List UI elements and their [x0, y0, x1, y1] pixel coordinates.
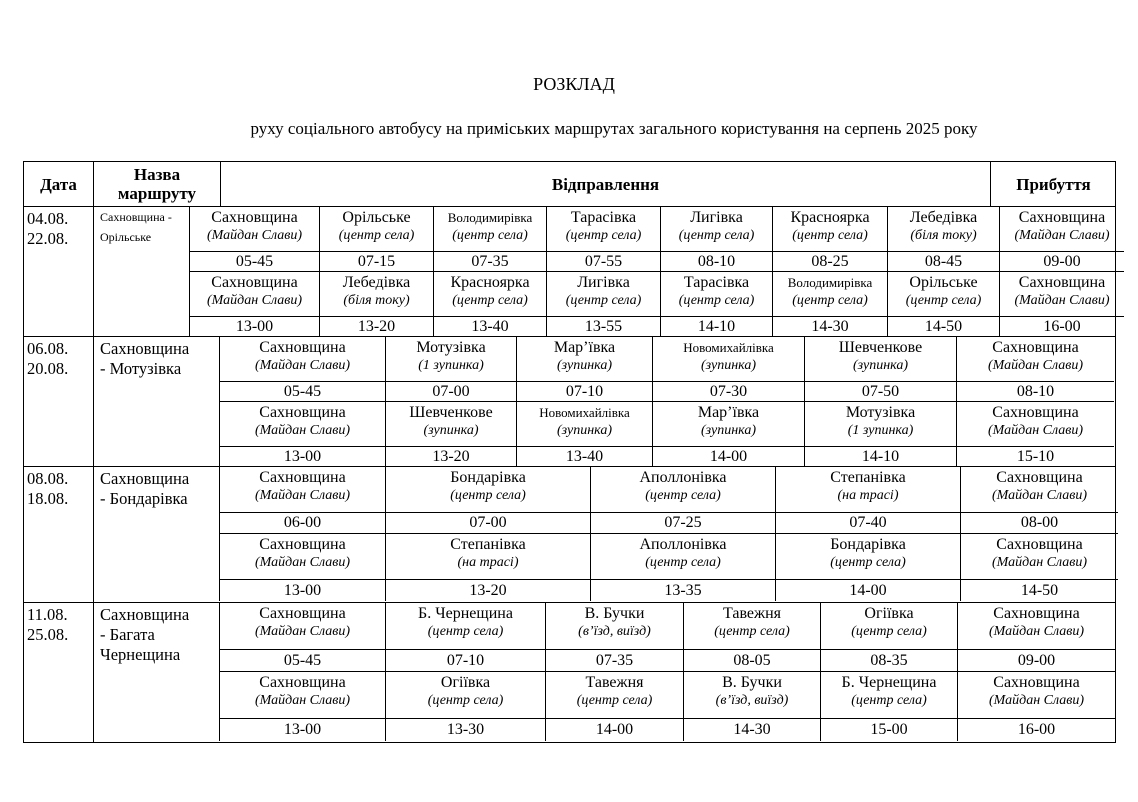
stop-cell [960, 467, 1118, 513]
time-value: 13-00 [235, 318, 274, 335]
time-value: 08-00 [1020, 514, 1059, 531]
time-value: 13-40 [565, 448, 604, 465]
time-cell [189, 317, 319, 337]
time-value: 07-30 [709, 382, 748, 400]
stop-cell [590, 534, 775, 580]
stop-cell [775, 534, 960, 580]
stop-name: Володимирівка [447, 210, 533, 225]
route-name: Сахновщина - Мотузівка [100, 339, 190, 378]
time-value: 14-50 [1020, 581, 1059, 599]
stop-cell [219, 672, 385, 719]
time-value: 07-40 [849, 514, 887, 531]
time-value: 08-05 [733, 651, 771, 669]
time-cell [385, 580, 590, 601]
stop-note: (в’їзд, виїзд) [715, 693, 789, 708]
stop-cell [590, 467, 775, 513]
time-cell [385, 719, 545, 741]
stop-note: (Майдан Слави) [254, 423, 350, 438]
schedule-grid [189, 207, 1115, 337]
time-value: 13-00 [283, 581, 322, 599]
stop-name: Бондарівка [450, 469, 526, 486]
time-value: 13-00 [283, 721, 322, 738]
stop-cell [319, 207, 433, 252]
time-value: 09-00 [1043, 252, 1081, 270]
stop-note: (зупинка) [556, 423, 613, 438]
time-cell [957, 650, 1115, 672]
time-cell [652, 382, 804, 402]
stop-note: (центр села) [905, 293, 982, 308]
stop-cell [433, 207, 546, 252]
schedule-grid [219, 467, 1115, 601]
stop-note: (1 зупинка) [418, 358, 484, 373]
stop-cell [219, 603, 385, 650]
stop-cell [772, 207, 887, 252]
time-cell [957, 719, 1115, 741]
stop-note: (Майдан Слави) [254, 488, 350, 503]
time-value: 13-20 [357, 318, 396, 335]
table-header [23, 161, 1116, 207]
stop-cell [516, 402, 652, 447]
stop-name: Шевченкове [838, 339, 923, 356]
time-cell [385, 447, 516, 467]
time-cell [590, 580, 775, 601]
stop-cell [804, 402, 956, 447]
time-value: 07-10 [565, 382, 604, 400]
stop-name: Сахновщина [259, 536, 346, 553]
time-value: 14-00 [709, 448, 748, 465]
time-cell [516, 382, 652, 402]
stop-note: (центр села) [678, 293, 755, 308]
stop-cell [385, 467, 590, 513]
stop-note: (центр села) [338, 228, 415, 243]
time-value: 14-30 [811, 318, 849, 335]
stop-name: Красноярка [790, 209, 870, 226]
time-cell [660, 317, 772, 337]
time-cell [219, 719, 385, 741]
stop-cell [683, 603, 820, 650]
time-cell [683, 650, 820, 672]
stop-name: Сахновщина [992, 339, 1079, 356]
time-value: 08-45 [924, 252, 963, 270]
route-block [23, 467, 1116, 603]
stop-cell [956, 337, 1114, 382]
stop-cell [957, 603, 1115, 650]
stop-name: Новомихайлівка [539, 405, 630, 420]
time-value: 14-50 [924, 318, 963, 335]
stop-name: Тавежня [722, 605, 781, 622]
stop-note: (центр села) [851, 693, 927, 708]
stop-name: Степанівка [450, 536, 526, 553]
route-dates: 11.08. 25.08. [27, 605, 69, 644]
stop-name: Сахновщина [996, 469, 1083, 486]
time-cell [219, 580, 385, 601]
stop-note: (Майдан Слави) [988, 624, 1084, 639]
time-cell [999, 317, 1124, 337]
stop-note: (зупинка) [423, 423, 479, 438]
stop-name: Лебедівка [342, 274, 411, 291]
stop-note: (Майдан Слави) [254, 555, 350, 570]
time-value: 07-10 [446, 651, 485, 669]
time-cell [545, 719, 683, 741]
time-value: 07-25 [664, 514, 702, 531]
stop-cell [385, 402, 516, 447]
route-dates: 04.08. 22.08. [27, 209, 69, 248]
stop-note: (1 зупинка) [847, 423, 914, 438]
stop-cell [960, 534, 1118, 580]
time-value: 13-40 [471, 318, 509, 335]
time-cell [219, 650, 385, 672]
time-cell [219, 382, 385, 402]
stop-cell [820, 672, 957, 719]
time-cell [820, 650, 957, 672]
time-value: 13-30 [446, 721, 485, 738]
time-cell [219, 513, 385, 534]
stop-note: (центр села) [792, 293, 868, 308]
time-value: 05-45 [283, 651, 322, 669]
stop-name: Тарасівка [683, 274, 750, 291]
stop-note: (Майдан Слави) [1014, 228, 1110, 243]
stop-cell [545, 672, 683, 719]
stop-name: Аполлонівка [639, 536, 727, 553]
stop-note: (зупинка) [852, 358, 909, 373]
stop-name: Огіївка [864, 605, 914, 622]
route-dates: 06.08. 20.08. [27, 339, 69, 378]
time-cell [219, 447, 385, 467]
stop-cell [385, 337, 516, 382]
stop-note: (зупинка) [700, 358, 757, 373]
stop-note: (Майдан Слави) [987, 358, 1083, 373]
stop-cell [652, 402, 804, 447]
stop-cell [660, 272, 772, 317]
stop-note: (Майдан Слави) [206, 293, 302, 308]
route-name: Сахновщина - Орільське [100, 210, 172, 244]
time-value: 07-00 [469, 514, 507, 531]
time-cell [956, 447, 1114, 467]
time-value: 13-00 [283, 448, 322, 465]
stop-name: Сахновщина [996, 536, 1083, 553]
stop-name: Сахновщина [259, 339, 346, 356]
stop-name: Сахновщина [259, 674, 346, 691]
stop-name: Сахновщина [993, 674, 1080, 691]
stop-note: (центр села) [714, 624, 790, 639]
time-cell [772, 252, 887, 272]
stop-note: (біля току) [910, 228, 977, 243]
stop-name: Огіївка [440, 674, 491, 691]
time-value: 13-35 [664, 581, 702, 599]
stop-note: (біля току) [343, 293, 410, 308]
time-cell [546, 252, 660, 272]
stop-name: Володимирівка [787, 275, 873, 290]
time-value: 06-00 [283, 514, 322, 531]
stop-name: Лигівка [690, 209, 743, 226]
stop-name: В. Бучки [722, 674, 782, 691]
stop-cell [219, 467, 385, 513]
stop-name: Сахновщина [259, 404, 346, 421]
time-value: 05-45 [235, 252, 274, 270]
stop-name: Сахновщина [259, 605, 346, 622]
stop-cell [545, 603, 683, 650]
stop-note: (центр села) [565, 293, 642, 308]
stop-cell [999, 272, 1124, 317]
time-value: 14-30 [733, 721, 771, 738]
stop-cell [775, 467, 960, 513]
document-title: РОЗКЛАД [533, 74, 615, 94]
stop-name: Лебедівка [909, 209, 978, 226]
stop-name: В. Бучки [584, 605, 645, 622]
time-value: 08-35 [870, 651, 908, 669]
time-cell [683, 719, 820, 741]
stop-name: Мар’ївка [553, 339, 616, 356]
stop-cell [887, 272, 999, 317]
stop-name: Степанівка [830, 469, 906, 486]
time-cell [772, 317, 887, 337]
stop-name: Шевченкове [409, 404, 493, 421]
time-value: 08-25 [811, 252, 849, 270]
stop-note: (Майдан Слави) [1014, 293, 1110, 308]
time-cell [319, 252, 433, 272]
time-value: 07-15 [357, 252, 396, 270]
stop-note: (центр села) [830, 555, 906, 570]
time-cell [887, 252, 999, 272]
stop-name: Тавежня [585, 674, 644, 691]
stop-name: Лигівка [577, 274, 630, 291]
time-cell [775, 513, 960, 534]
stop-name: Красноярка [450, 274, 530, 291]
stop-cell [219, 337, 385, 382]
stop-name: Сахновщина [993, 605, 1080, 622]
stop-note: (центр села) [452, 228, 528, 243]
stop-cell [956, 402, 1114, 447]
time-value: 13-55 [584, 318, 623, 335]
stop-cell [219, 402, 385, 447]
time-cell [956, 382, 1114, 402]
stop-note: (на трасі) [457, 555, 519, 570]
time-cell [319, 317, 433, 337]
stop-cell [385, 534, 590, 580]
time-cell [960, 513, 1118, 534]
route-name: Сахновщина - Багата Чернещина [100, 605, 190, 664]
header-arrival: Прибуття [1016, 174, 1091, 194]
time-cell [516, 447, 652, 467]
header-route: Назва маршруту [117, 165, 197, 203]
time-value: 08-10 [1016, 382, 1055, 400]
stop-cell [385, 603, 545, 650]
stop-cell [957, 672, 1115, 719]
stop-cell [516, 337, 652, 382]
stop-note: (на трасі) [837, 488, 899, 503]
time-cell [775, 580, 960, 601]
stop-note: (Майдан Слави) [991, 555, 1087, 570]
time-cell [385, 650, 545, 672]
stop-note: (центр села) [565, 228, 642, 243]
stop-name: Мар’ївка [697, 404, 760, 421]
time-cell [820, 719, 957, 741]
stop-name: Аполлонівка [639, 469, 727, 486]
stop-name: Б. Чернещина [418, 605, 513, 622]
stop-name: Б. Чернещина [841, 674, 937, 691]
stop-note: (центр села) [450, 488, 526, 503]
time-value: 15-00 [870, 721, 908, 738]
stop-note: (центр села) [427, 624, 504, 639]
stop-cell [772, 272, 887, 317]
stop-name: Новомихайлівка [683, 340, 774, 355]
stop-cell [820, 603, 957, 650]
stop-cell [546, 272, 660, 317]
stop-name: Сахновщина [211, 274, 298, 291]
stop-note: (центр села) [576, 693, 653, 708]
stop-cell [660, 207, 772, 252]
stop-cell [385, 672, 545, 719]
time-cell [660, 252, 772, 272]
stop-name: Сахновщина [1018, 274, 1106, 291]
stop-name: Тарасівка [570, 209, 637, 226]
document-subtitle: руху соціального автобусу на приміських маршрутах загального користування на серпень 2025 року [250, 119, 978, 138]
schedule-grid [219, 603, 1115, 741]
stop-note: (Майдан Слави) [987, 423, 1083, 438]
time-value: 07-00 [432, 382, 470, 400]
stop-cell [804, 337, 956, 382]
stop-name: Сахновщина [259, 469, 346, 486]
stop-cell [887, 207, 999, 252]
time-value: 05-45 [283, 382, 322, 400]
time-cell [433, 252, 546, 272]
time-value: 07-35 [471, 252, 509, 270]
stop-note: (в’їзд, виїзд) [578, 624, 651, 639]
stop-note: (Майдан Слави) [254, 693, 350, 708]
stop-name: Мотузівка [845, 404, 916, 421]
time-cell [189, 252, 319, 272]
stop-cell [683, 672, 820, 719]
stop-name: Орільське [909, 274, 978, 291]
time-value: 16-00 [1043, 318, 1081, 335]
schedule-grid [219, 337, 1115, 467]
time-cell [433, 317, 546, 337]
stop-note: (центр села) [427, 693, 504, 708]
stop-note: (Майдан Слави) [206, 228, 302, 243]
stop-cell [652, 337, 804, 382]
stop-note: (Майдан Слави) [254, 624, 350, 639]
stop-name: Сахновщина [992, 404, 1079, 421]
stop-name: Орільське [342, 209, 411, 226]
stop-cell [319, 272, 433, 317]
route-block [23, 207, 1116, 337]
time-cell [804, 447, 956, 467]
time-value: 07-55 [584, 252, 623, 270]
stop-note: (центр села) [792, 228, 868, 243]
time-value: 07-50 [861, 382, 900, 400]
stop-note: (зупинка) [700, 423, 757, 438]
header-date: Дата [40, 174, 77, 194]
stop-note: (зупинка) [556, 358, 613, 373]
stop-note: (центр села) [645, 488, 721, 503]
time-cell [385, 382, 516, 402]
time-cell [999, 252, 1124, 272]
header-departure: Відправлення [551, 174, 660, 194]
stop-note: (Майдан Слави) [254, 358, 350, 373]
stop-name: Сахновщина [211, 209, 298, 226]
time-value: 14-10 [697, 318, 736, 335]
time-value: 13-20 [469, 581, 507, 599]
route-name: Сахновщина - Бондарівка [100, 469, 190, 508]
time-value: 14-00 [595, 721, 634, 738]
stop-note: (Майдан Слави) [991, 488, 1087, 503]
time-cell [385, 513, 590, 534]
time-cell [545, 650, 683, 672]
stop-note: (центр села) [678, 228, 755, 243]
stop-note: (центр села) [452, 293, 528, 308]
time-value: 16-00 [1017, 721, 1056, 738]
route-block [23, 603, 1116, 743]
stop-name: Бондарівка [830, 536, 906, 553]
time-cell [590, 513, 775, 534]
stop-cell [189, 272, 319, 317]
stop-name: Мотузівка [416, 339, 486, 356]
stop-cell [999, 207, 1124, 252]
time-value: 07-35 [595, 651, 634, 669]
time-value: 14-00 [849, 581, 887, 599]
time-cell [887, 317, 999, 337]
stop-note: (центр села) [851, 624, 927, 639]
stop-cell [546, 207, 660, 252]
time-cell [804, 382, 956, 402]
time-value: 13-20 [432, 448, 470, 465]
time-value: 14-10 [861, 448, 900, 465]
stop-name: Сахновщина [1018, 209, 1106, 226]
time-cell [960, 580, 1118, 601]
time-cell [652, 447, 804, 467]
stop-note: (Майдан Слави) [988, 693, 1084, 708]
stop-cell [433, 272, 546, 317]
stop-cell [219, 534, 385, 580]
time-cell [546, 317, 660, 337]
time-value: 08-10 [697, 252, 736, 270]
route-block [23, 337, 1116, 467]
time-value: 09-00 [1017, 651, 1056, 669]
time-value: 15-10 [1016, 448, 1055, 465]
stop-cell [189, 207, 319, 252]
stop-note: (центр села) [645, 555, 721, 570]
route-dates: 08.08. 18.08. [27, 469, 69, 508]
